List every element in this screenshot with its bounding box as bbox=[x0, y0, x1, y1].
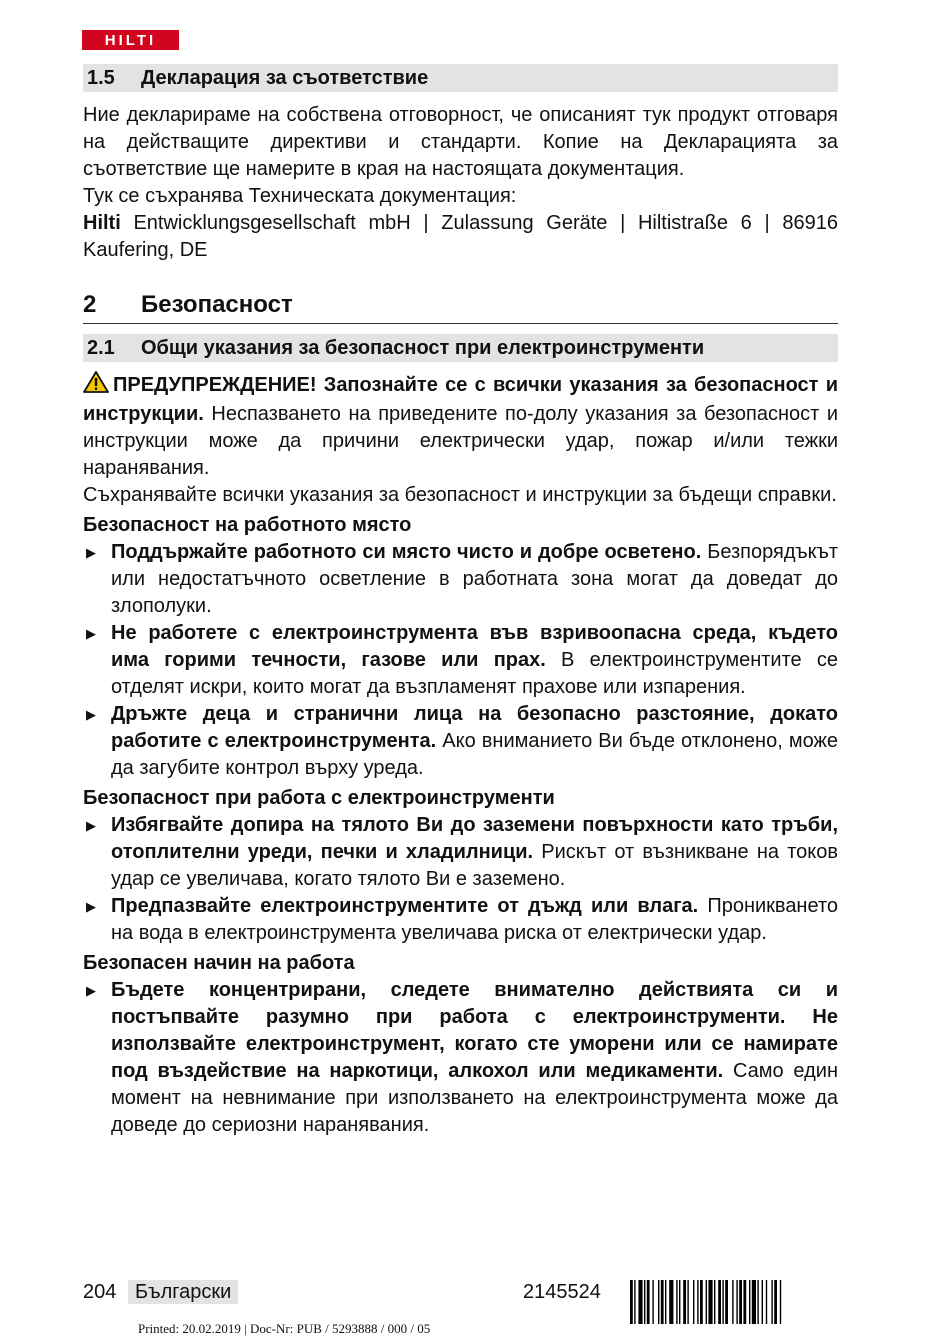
group-electrical bbox=[83, 785, 838, 947]
list-item-text bbox=[111, 539, 838, 620]
item-text: Рискът от възникване на токов удар се увеличава, когато тялото Ви е заземено. bbox=[111, 841, 838, 890]
list-item-text bbox=[111, 977, 838, 1139]
list-item-text bbox=[111, 812, 838, 893]
address-paragraph bbox=[83, 210, 838, 264]
list-item bbox=[83, 812, 838, 893]
list-item bbox=[83, 701, 838, 782]
address-text: Entwicklungsgesellschaft mbH | Zulassung Geräte | Hiltistraße 6 | 86916 Kaufering, DE bbox=[83, 212, 838, 261]
page-number: 204 bbox=[83, 1281, 117, 1303]
bullet-arrow-icon: ▶ bbox=[86, 899, 96, 914]
list-item bbox=[83, 893, 838, 947]
list-item-text bbox=[111, 701, 838, 782]
section-title: Общи указания за безопасност при електроинструменти bbox=[141, 337, 705, 359]
list-item-text bbox=[111, 620, 838, 701]
bullet-arrow-icon: ▶ bbox=[86, 626, 96, 641]
warning-block bbox=[83, 371, 838, 509]
item-bold-text: Поддържайте работното си място чисто и добре осветено. bbox=[111, 541, 702, 563]
declaration-paragraph: Ние декларираме на собствена отговорност, че описаният тук продукт отговаря на действащите директиви и стандарти. Копие на Декларацията за съответствие ще намерите в края на настоящата документация. bbox=[83, 104, 838, 180]
item-text: Проникването на вода в електроинструмента увеличава риска от електрически удар. bbox=[111, 895, 838, 944]
tech-docs-paragraph: Тук се съхранява Техническата документация: bbox=[83, 185, 517, 207]
group-title: Безопасност при работа с електроинструменти bbox=[83, 787, 555, 809]
item-bold-text: Не работете с електроинструмента във взривоопасна среда, където има горими течности, газове или прах. bbox=[111, 622, 838, 671]
section-number: 2.1 bbox=[87, 337, 115, 359]
bullet-arrow-icon: ▶ bbox=[86, 545, 96, 560]
item-bold-text: Дръжте деца и странични лица на безопасно разстояние, докато работите с електроинструмента. bbox=[111, 703, 838, 752]
section-2-heading bbox=[83, 290, 838, 324]
hilti-logo bbox=[82, 30, 179, 50]
item-text: В електроинструментите се отделят искри, които могат да възпламенят прахове или изпарения. bbox=[111, 649, 839, 698]
section-1-5-body bbox=[83, 102, 838, 264]
warning-text: Неспазването на приведените по-долу указания за безопасност и инструкции може да причини електрически удар, пожар и/или тежки наранявания. bbox=[83, 403, 838, 479]
chapter-title: Безопасност bbox=[141, 291, 293, 318]
page-footer bbox=[83, 1280, 838, 1324]
logo-text: HILTI bbox=[104, 31, 157, 49]
group-title: Безопасност на работното място bbox=[83, 514, 412, 536]
item-bold-text: Предпазвайте електроинструментите от дъжд или влага. bbox=[111, 895, 699, 917]
section-2-1-heading bbox=[83, 334, 838, 362]
list-item bbox=[83, 977, 838, 1139]
bullet-arrow-icon: ▶ bbox=[86, 818, 96, 833]
item-text: Ако вниманието Ви бъде отклонено, може да загубите контрол върху уреда. bbox=[111, 730, 838, 779]
list-item bbox=[83, 539, 838, 620]
chapter-number: 2 bbox=[83, 291, 97, 318]
item-bold-text: Бъдете концентрирани, следете внимателно действията си и постъпвайте разумно при работа с електроинструменти. Не използвайте електроинструмент, когато сте уморени или се намирате под въздействие на наркотици, алкохол или медикаменти. bbox=[111, 979, 838, 1082]
company-name: Hilti bbox=[83, 212, 121, 234]
warning-triangle-icon bbox=[83, 371, 109, 401]
bullet-arrow-icon: ▶ bbox=[86, 707, 96, 722]
group-title: Безопасен начин на работа bbox=[83, 952, 355, 974]
section-title: Декларация за съответствие bbox=[141, 67, 429, 89]
keep-instructions-paragraph: Съхранявайте всички указания за безопасност и инструкции за бъдещи справки. bbox=[83, 484, 837, 506]
list-item-text bbox=[111, 893, 838, 947]
item-text: Само един момент на невнимание при използването на електроинструмента може да доведе до сериозни наранявания. bbox=[111, 1060, 838, 1136]
barcode bbox=[630, 1280, 836, 1324]
group-workplace bbox=[83, 512, 838, 782]
list-item bbox=[83, 620, 838, 701]
item-text: Безпорядъкът или недостатъчното осветление в работната зона могат да доведат до злополуки. bbox=[111, 541, 838, 617]
page-content bbox=[83, 64, 838, 1139]
document-code: 2145524 bbox=[523, 1281, 601, 1303]
warning-paragraph bbox=[83, 371, 838, 482]
section-1-5-heading bbox=[83, 64, 838, 92]
item-bold-text: Избягвайте допира на тялото Ви до заземени повърхности като тръби, отоплителни уреди, печки и хладилници. bbox=[111, 814, 838, 863]
section-number: 1.5 bbox=[87, 67, 115, 89]
warning-bold-text: ПРЕДУПРЕЖДЕНИЕ! Запознайте се с всички указания за безопасност и инструкции. bbox=[83, 374, 838, 425]
language-label: Български bbox=[128, 1280, 238, 1304]
print-info: Printed: 20.02.2019 | Doc-Nr: PUB / 5293888 / 000 / 05 bbox=[138, 1321, 431, 1336]
bullet-arrow-icon: ▶ bbox=[86, 983, 96, 998]
group-safe-work bbox=[83, 950, 838, 1139]
